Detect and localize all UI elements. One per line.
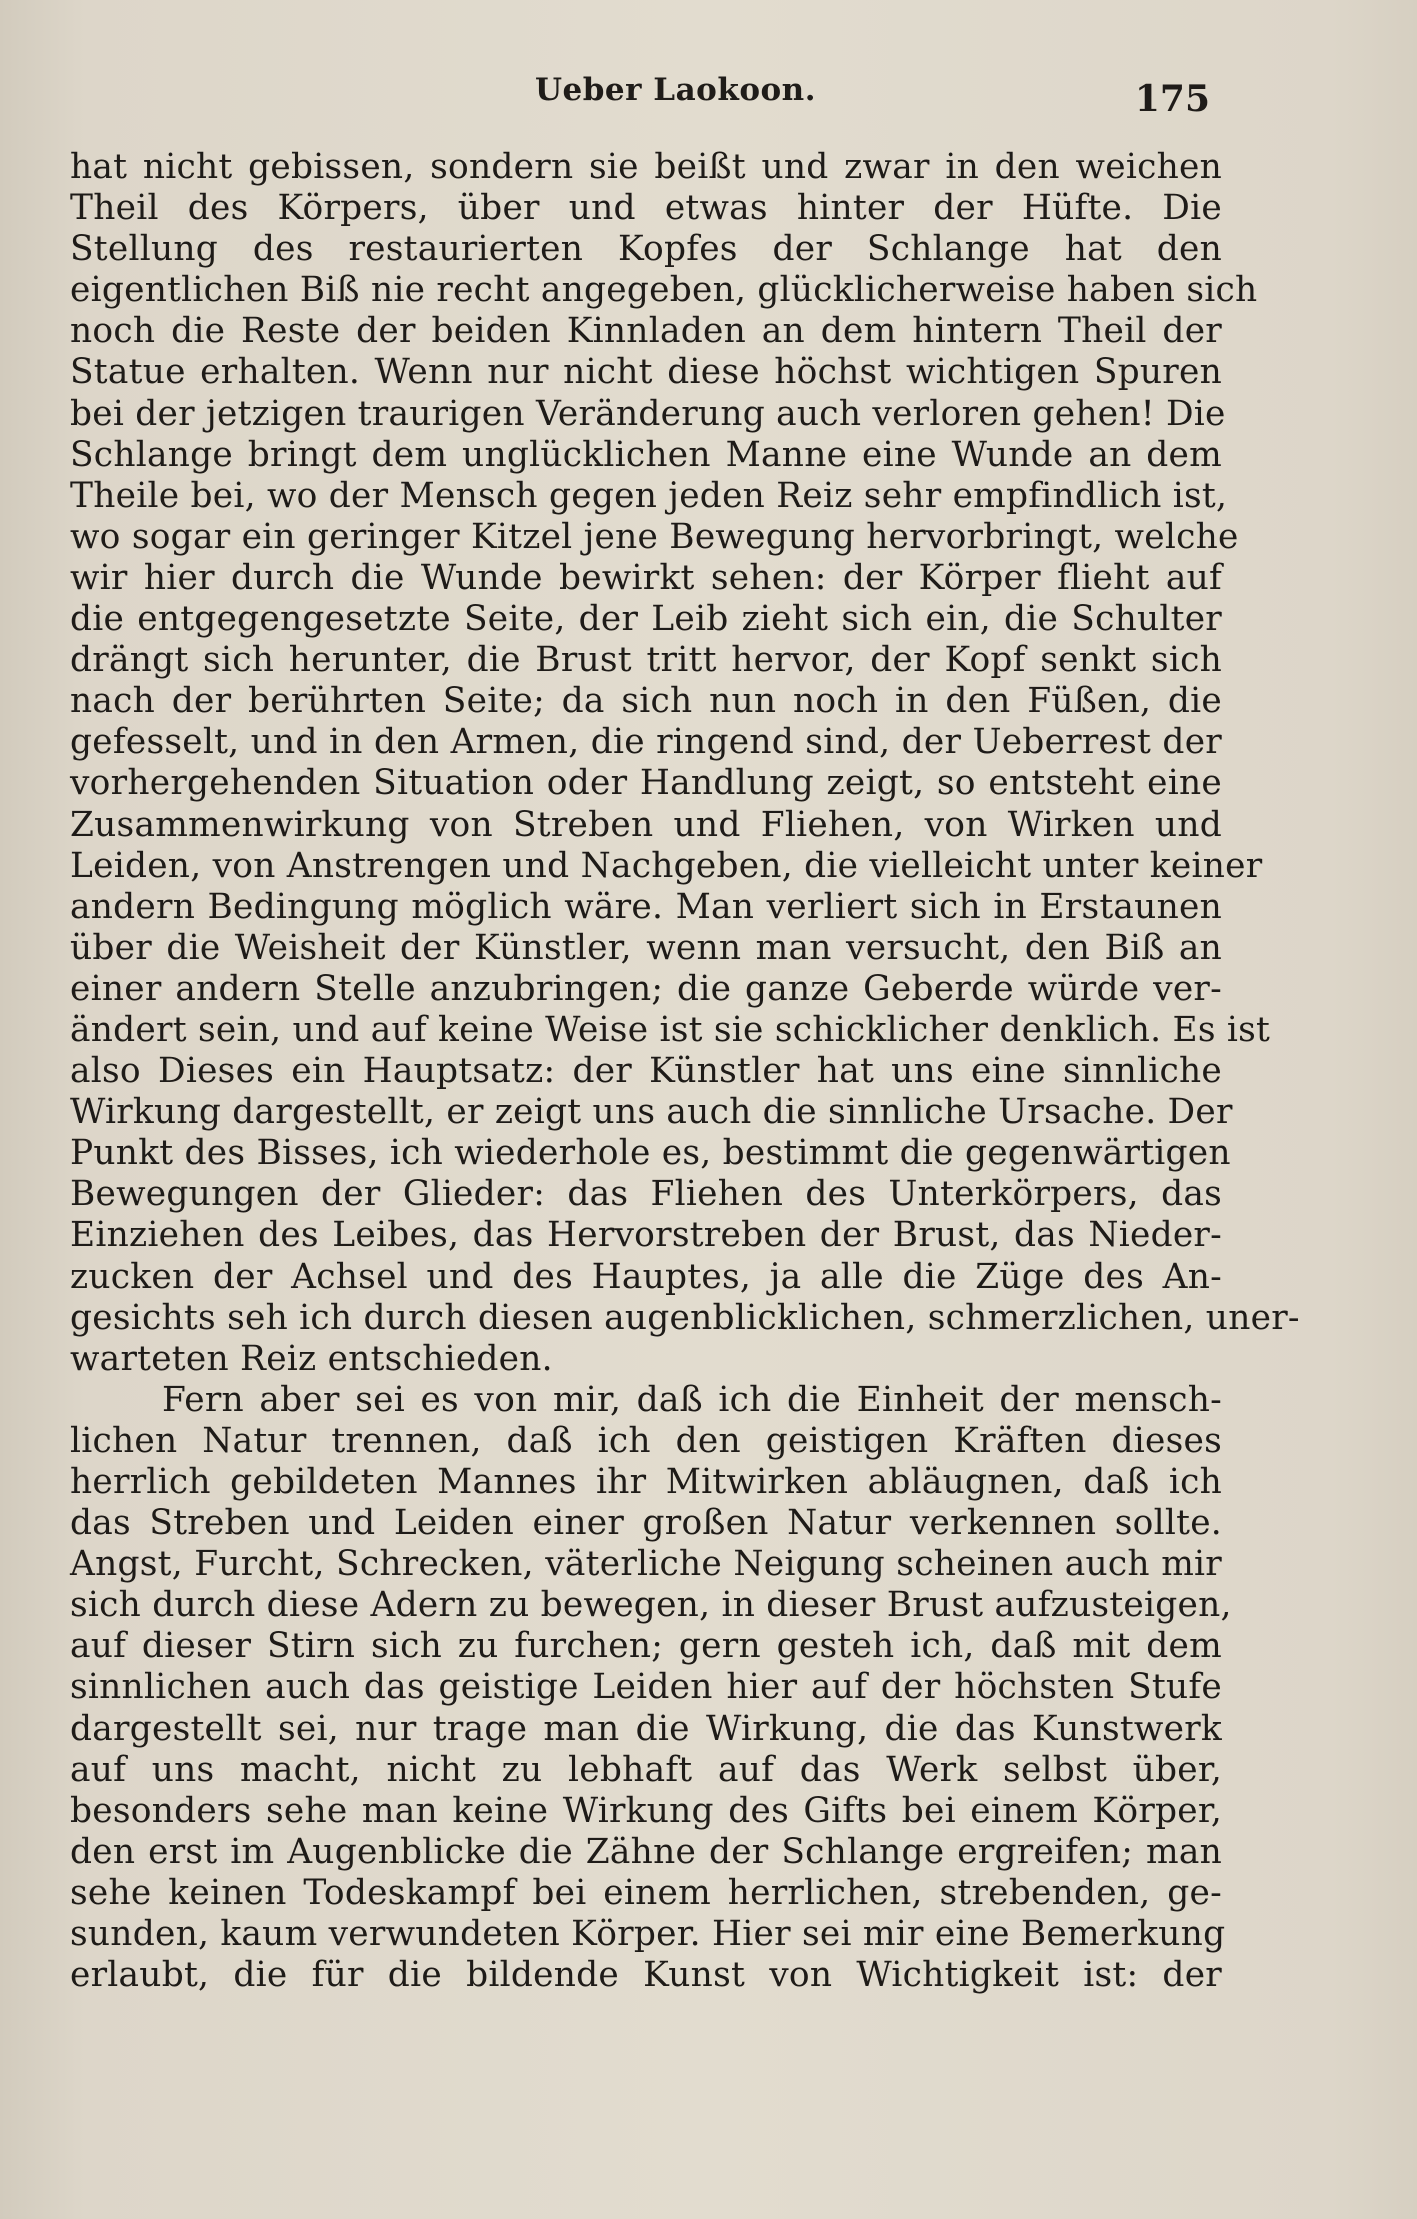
- text-line: drängt sich herunter, die Brust tritt hervor, der Kopf senkt sich: [70, 640, 1222, 681]
- text-line: zucken der Achsel und des Hauptes, ja alle die Züge des An-: [70, 1256, 1222, 1297]
- text-line: erlaubt, die für die bildende Kunst von Wichtigkeit ist: der: [70, 1955, 1222, 1996]
- text-line: sehe keinen Todeskampf bei einem herrlichen, strebenden, ge-: [70, 1872, 1222, 1913]
- text-line: ändert sein, und auf keine Weise ist sie schicklicher denklich. Es ist: [70, 1009, 1271, 1050]
- paragraph-start-line: Fern aber sei es von mir, daß ich die Einheit der mensch-: [162, 1379, 1222, 1420]
- text-line: Angst, Furcht, Schrecken, väterliche Neigung scheinen auch mir: [70, 1544, 1222, 1585]
- text-line: sich durch diese Adern zu bewegen, in dieser Brust aufzusteigen,: [70, 1585, 1232, 1626]
- text-line: Wirkung dargestellt, er zeigt uns auch die sinnliche Ursache. Der: [70, 1092, 1233, 1133]
- text-line: auf uns macht, nicht zu lebhaft auf das Werk selbst über,: [70, 1749, 1222, 1790]
- text-line: Zusammenwirkung von Streben und Fliehen, von Wirken und: [70, 804, 1222, 845]
- text-line: Theil des Körpers, über und etwas hinter der Hüfte. Die: [70, 188, 1222, 229]
- text-line: gesichts seh ich durch diesen augenblicklichen, schmerzlichen, uner-: [70, 1297, 1300, 1338]
- text-line: lichen Natur trennen, daß ich den geistigen Kräften dieses: [70, 1420, 1222, 1461]
- text-line: den erst im Augenblicke die Zähne der Schlange ergreifen; man: [70, 1831, 1222, 1872]
- text-line: Statue erhalten. Wenn nur nicht diese höchst wichtigen Spuren: [70, 352, 1222, 393]
- text-line: wo sogar ein geringer Kitzel jene Bewegung hervorbringt, welche: [70, 516, 1239, 557]
- text-line: eigentlichen Biß nie recht angegeben, glücklicherweise haben sich: [70, 270, 1258, 311]
- text-line: Leiden, von Anstrengen und Nachgeben, die vielleicht unter keiner: [70, 845, 1263, 886]
- text-line: wir hier durch die Wunde bewirkt sehen: der Körper flieht auf: [70, 557, 1222, 598]
- text-line: herrlich gebildeten Mannes ihr Mitwirken abläugnen, daß ich: [70, 1462, 1222, 1502]
- text-line: vorhergehenden Situation oder Handlung zeigt, so entsteht eine: [70, 763, 1222, 804]
- text-line: sunden, kaum verwundeten Körper. Hier sei mir eine Bemerkung: [70, 1914, 1226, 1955]
- running-title: Ueber Laokoon.: [535, 72, 817, 108]
- text-line: gefesselt, und in den Armen, die ringend sind, der Ueberrest der: [70, 722, 1222, 763]
- text-line: dargestellt sei, nur trage man die Wirkung, die das Kunstwerk: [70, 1708, 1222, 1749]
- text-line: Punkt des Bisses, ich wiederhole es, bestimmt die gegenwärtigen: [70, 1133, 1231, 1174]
- text-line: hat nicht gebissen, sondern sie beißt und zwar in den weichen: [70, 147, 1222, 187]
- text-line: einer andern Stelle anzubringen; die ganze Geberde würde ver-: [70, 968, 1222, 1009]
- text-line: die entgegengesetzte Seite, der Leib zieht sich ein, die Schulter: [70, 599, 1222, 640]
- text-line: Stellung des restaurierten Kopfes der Schlange hat den: [70, 229, 1222, 270]
- body-text: [70, 147, 1300, 1996]
- text-line: bei der jetzigen traurigen Veränderung auch verloren gehen! Die: [70, 393, 1226, 434]
- page-number: 175: [1134, 78, 1210, 120]
- text-line: besonders sehe man keine Wirkung des Gifts bei einem Körper,: [70, 1790, 1222, 1831]
- text-line: andern Bedingung möglich wäre. Man verliert sich in Erstaunen: [70, 886, 1222, 927]
- text-line: noch die Reste der beiden Kinnladen an dem hintern Theil der: [70, 311, 1222, 352]
- text-line: Einziehen des Leibes, das Hervorstreben der Brust, das Nieder-: [70, 1215, 1222, 1256]
- text-line: also Dieses ein Hauptsatz: der Künstler hat uns eine sinnliche: [70, 1051, 1222, 1092]
- text-line: auf dieser Stirn sich zu furchen; gern gesteh ich, daß mit dem: [70, 1626, 1222, 1667]
- text-line: das Streben und Leiden einer großen Natur verkennen sollte.: [70, 1503, 1222, 1544]
- text-line: Schlange bringt dem unglücklichen Manne eine Wunde an dem: [70, 434, 1222, 475]
- text-line: über die Weisheit der Künstler, wenn man versucht, den Biß an: [70, 927, 1222, 968]
- text-line: nach der berührten Seite; da sich nun noch in den Füßen, die: [70, 681, 1222, 722]
- paragraph-end-line: warteten Reiz entschieden.: [70, 1338, 553, 1379]
- text-line: sinnlichen auch das geistige Leiden hier auf der höchsten Stufe: [70, 1667, 1222, 1708]
- text-line: Theile bei, wo der Mensch gegen jeden Reiz sehr empfindlich ist,: [70, 475, 1228, 516]
- text-line: Bewegungen der Glieder: das Fliehen des Unterkörpers, das: [70, 1174, 1222, 1215]
